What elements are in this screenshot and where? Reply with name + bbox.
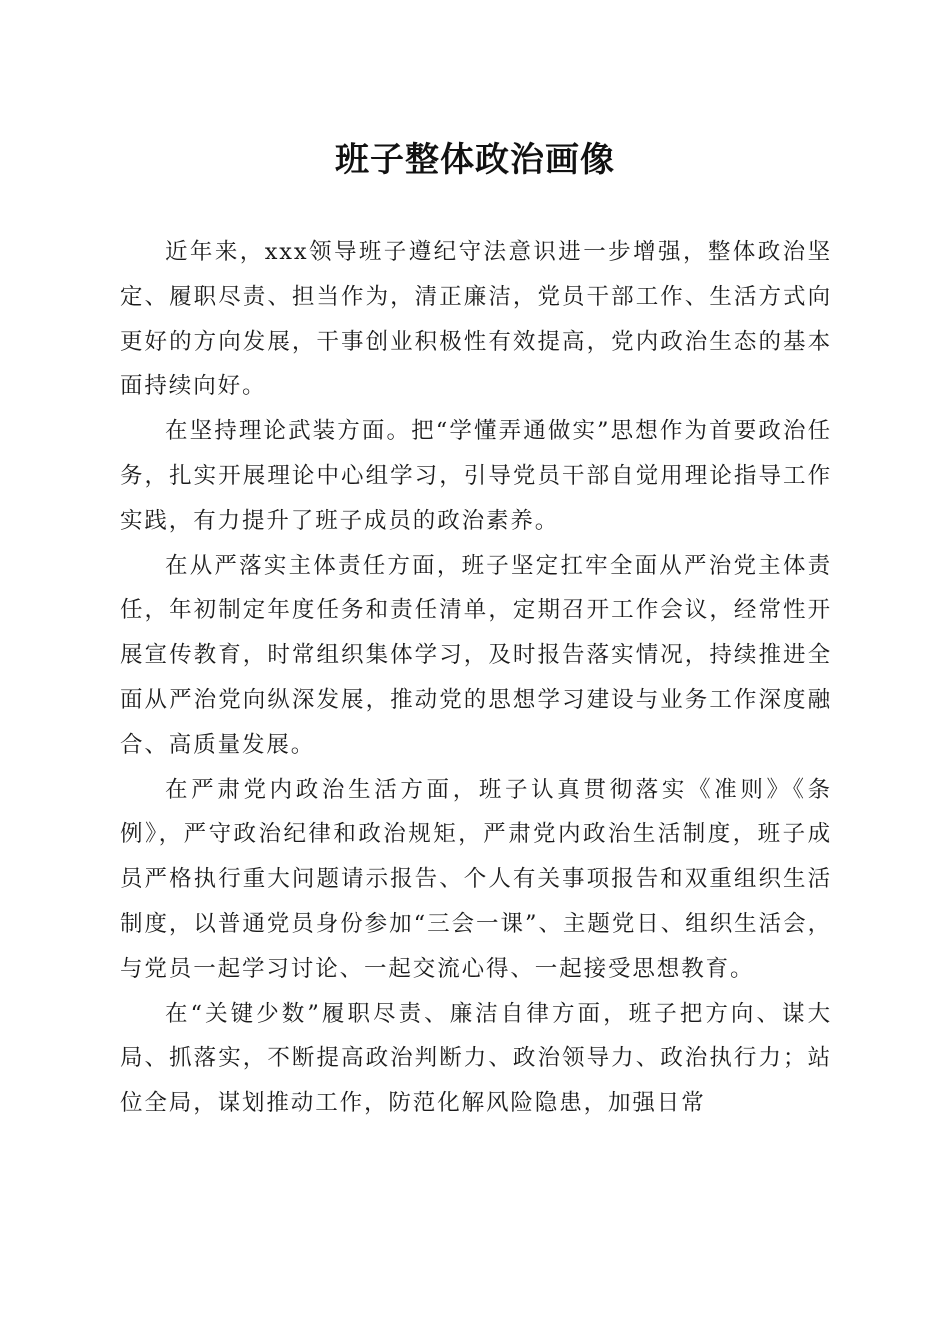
paragraph-overview: 近年来，xxx领导班子遵纪守法意识进一步增强，整体政治坚定、履职尽责、担当作为，清正廉洁，党员干部工作、生活方式向更好的方向发展，干事创业积极性有效提高，党内政治生态的基本面持续向好。 xyxy=(120,239,832,400)
paragraph-theory: 在坚持理论武装方面。把“学懂弄通做实”思想作为首要政治任务，扎实开展理论中心组学习，引导党员干部自觉用理论指导工作实践，有力提升了班子成员的政治素养。 xyxy=(120,418,832,534)
paragraph-responsibility: 在从严落实主体责任方面，班子坚定扛牢全面从严治党主体责任，年初制定年度任务和责任清单，定期召开工作会议，经常性开展宣传教育，时常组织集体学习，及时报告落实情况，持续推进全面从严治党向纵深发展，推动党的思想学习建设与业务工作深度融合、高质量发展。 xyxy=(120,552,832,758)
paragraph-political-life: 在严肃党内政治生活方面，班子认真贯彻落实《准则》《条例》，严守政治纪律和政治规矩，严肃党内政治生活制度，班子成员严格执行重大问题请示报告、个人有关事项报告和双重组织生活制度，以普通党员身份参加“三会一课”、主题党日、组织生活会，与党员一起学习讨论、一起交流心得、一起接受思想教育。 xyxy=(120,776,832,982)
document-title: 班子整体政治画像 xyxy=(335,140,615,180)
document-body xyxy=(120,230,832,1126)
paragraph-key-minority: 在“关键少数”履职尽责、廉洁自律方面，班子把方向、谋大局、抓落实，不断提高政治判断力、政治领导力、政治执行力；站位全局，谋划推动工作，防范化解风险隐患，加强日常 xyxy=(120,1000,832,1117)
